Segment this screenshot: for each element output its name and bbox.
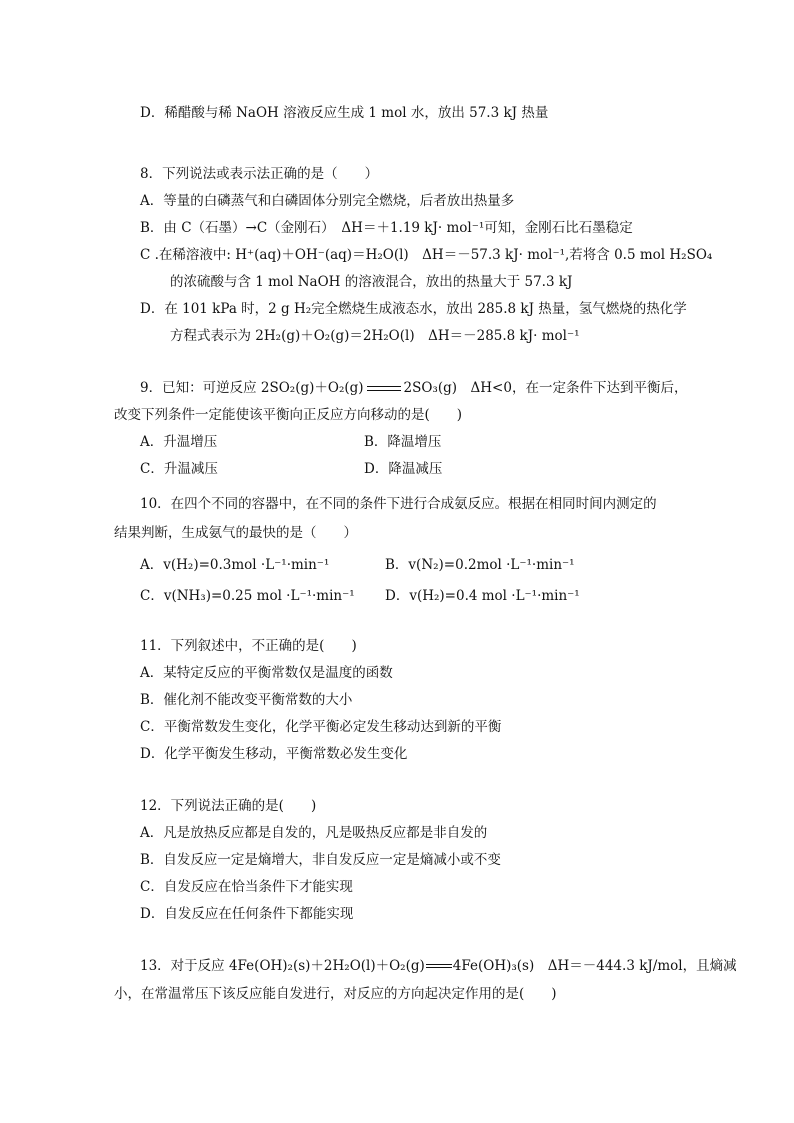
q9-option-c: C．升温减压	[140, 461, 218, 477]
q9-stem-part2: 2SO₃(g) ΔH<0，在一定条件下达到平衡后，	[403, 380, 688, 396]
q9-stem-line1	[140, 379, 687, 397]
q8-option-c-line2: 的浓硫酸与含 1 mol NaOH 的溶液混合，放出的热量大于 57.3 kJ	[170, 274, 573, 290]
q8-stem: 8．下列说法或表示法正确的是（ ）	[140, 166, 379, 182]
q11-option-c: C．平衡常数发生变化，化学平衡必定发生移动达到新的平衡	[140, 719, 502, 735]
q11-option-b: B．催化剂不能改变平衡常数的大小	[140, 692, 353, 708]
q12-stem: 12．下列说法正确的是( )	[140, 798, 317, 814]
q9-option-d: D．降温减压	[364, 461, 443, 477]
q12-option-c: C．自发反应在恰当条件下才能实现	[140, 879, 353, 895]
q9-stem-line2: 改变下列条件一定能使该平衡向正反应方向移动的是( )	[114, 407, 463, 423]
q11-option-d: D．化学平衡发生移动，平衡常数必发生变化	[140, 746, 408, 762]
q9-option-b: B．降温增压	[364, 434, 442, 450]
q10-stem-line2: 结果判断，生成氨气的最快的是（ ）	[114, 525, 357, 541]
q10-stem-line1: 10．在四个不同的容器中，在不同的条件下进行合成氨反应。根据在相同时间内测定的	[140, 496, 657, 512]
q9-stem-part1: 9．已知：可逆反应 2SO₂(g)＋O₂(g)	[140, 380, 364, 396]
q13-stem-part1: 13．对于反应 4Fe(OH)₂(s)＋2H₂O(l)＋O₂(g)	[140, 958, 425, 974]
q8-option-d-line1: D．在 101 kPa 时，2 g H₂完全燃烧生成液态水，放出 285.8 kJ 热量，氢气燃烧的热化学	[140, 301, 687, 317]
q8-option-c-line1: C .在稀溶液中: H⁺(aq)＋OH⁻(aq)＝H₂O(l) ΔH＝－57.3 kJ· mol⁻¹,若将含 0.5 mol H₂SO₄	[140, 247, 713, 263]
q13-stem-line1	[140, 957, 737, 975]
q10-option-c: C．v(NH₃)=0.25 mol ·L⁻¹·min⁻¹	[140, 588, 355, 604]
equilibrium-arrow-icon	[367, 384, 401, 394]
q12-option-d: D．自发反应在任何条件下都能实现	[140, 906, 354, 922]
q8-option-a: A．等量的白磷蒸气和白磷固体分别完全燃烧，后者放出热量多	[140, 193, 515, 209]
q10-option-a: A．v(H₂)=0.3mol ·L⁻¹·min⁻¹	[140, 557, 330, 573]
q13-stem-line2: 小，在常温常压下该反应能自发进行，对反应的方向起决定作用的是( )	[114, 986, 557, 1002]
equals-sign-icon	[426, 963, 452, 971]
q9-option-a: A．升温增压	[140, 434, 218, 450]
q12-option-a: A．凡是放热反应都是自发的，凡是吸热反应都是非自发的	[140, 825, 488, 841]
q11-stem: 11．下列叙述中，不正确的是( )	[140, 638, 357, 654]
q12-option-b: B．自发反应一定是熵增大，非自发反应一定是熵减小或不变	[140, 852, 501, 868]
q10-option-d: D．v(H₂)=0.4 mol ·L⁻¹·min⁻¹	[385, 588, 580, 604]
q10-option-b: B．v(N₂)=0.2mol ·L⁻¹·min⁻¹	[385, 557, 575, 573]
q7-option-d: D．稀醋酸与稀 NaOH 溶液反应生成 1 mol 水，放出 57.3 kJ 热量	[140, 105, 549, 121]
q11-option-a: A．某特定反应的平衡常数仅是温度的函数	[140, 665, 393, 681]
q8-option-b: B．由 C（石墨）→C（金刚石） ΔH＝＋1.19 kJ· mol⁻¹可知，金刚石比石墨稳定	[140, 220, 633, 236]
q8-option-d-line2: 方程式表示为 2H₂(g)＋O₂(g)＝2H₂O(l) ΔH＝－285.8 kJ· mol⁻¹	[170, 328, 580, 344]
q13-stem-part2: 4Fe(OH)₃(s) ΔH＝－444.3 kJ/mol，且熵减	[452, 958, 737, 974]
